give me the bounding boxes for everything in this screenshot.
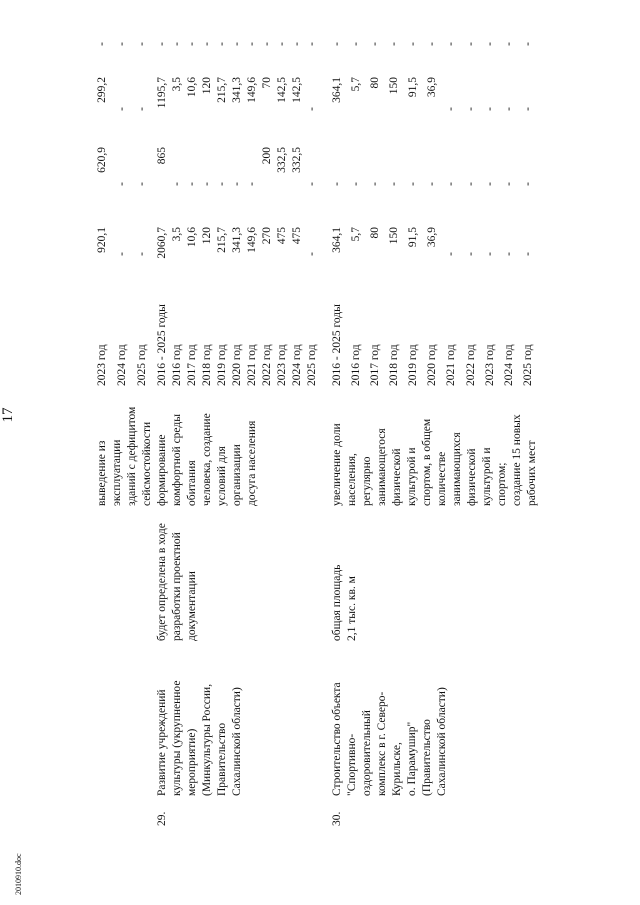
entry-year: 2016 - 2025 годы — [156, 304, 168, 386]
cont-other: - — [136, 42, 148, 46]
entry-name-line: Развитие учреждений — [156, 689, 168, 796]
entry-other: - — [231, 42, 243, 46]
entry-regional: 215,7 — [216, 77, 228, 103]
entry-year: 2025 год — [306, 344, 318, 386]
entry-result-line: культурой и — [406, 447, 418, 506]
cont-regional: - — [136, 107, 148, 111]
entry-result-line: формирование — [156, 434, 168, 506]
entry-total: 80 — [369, 227, 382, 239]
entry-federal: - — [231, 182, 243, 186]
cont-federal: - — [136, 182, 148, 186]
entry-other: - — [426, 42, 439, 46]
entry-year: 2024 год — [502, 344, 515, 386]
entry-federal: - — [407, 182, 420, 186]
entry-total: 149,6 — [246, 227, 258, 253]
entry-other: - — [445, 42, 458, 46]
entry-capacity-line: будет определена в ходе — [156, 523, 168, 641]
entry-other: - — [369, 42, 382, 46]
entry-total: 475 — [291, 227, 303, 245]
entry-total: - — [445, 252, 458, 256]
entry-total: 270 — [261, 227, 273, 245]
entry-other: - — [276, 42, 288, 46]
entry-federal: - — [445, 182, 458, 186]
entry-federal: 865 — [156, 147, 168, 165]
entry-total: - — [483, 252, 496, 256]
entry-result-line: создание 15 новых — [511, 414, 523, 506]
entry-number: 29. — [156, 811, 168, 826]
entry-other: - — [171, 42, 183, 46]
entry-other: - — [388, 42, 401, 46]
footer-filename: 2010910.doc — [14, 853, 23, 895]
entry-regional: - — [445, 107, 458, 111]
entry-result-line: рабочих мест — [526, 440, 538, 506]
entry-other: - — [291, 42, 303, 46]
entry-result-line: количестве — [436, 451, 448, 506]
entry-result-line: занимающихся — [451, 432, 463, 506]
entry-other: - — [156, 42, 168, 46]
entry-federal: 332,5 — [276, 147, 288, 173]
entry-regional: 10,6 — [186, 77, 198, 98]
spacer-cell — [320, 15, 330, 830]
entry-federal: - — [246, 182, 258, 186]
entry-federal: - — [464, 182, 477, 186]
entry-year: 2021 год — [246, 344, 258, 386]
cont-num — [95, 800, 155, 830]
entry-regional: 36,9 — [426, 77, 439, 98]
entry-total: 2060,7 — [156, 227, 168, 259]
entry-year: 2023 год — [483, 344, 496, 386]
cont-result — [95, 390, 155, 510]
cont-year: 2023 год — [96, 344, 108, 386]
entry-regional: 1195,7 — [156, 77, 168, 109]
entry-regional: 80 — [369, 77, 382, 89]
cont-year: 2024 год — [116, 344, 128, 386]
entry-federal: 332,5 — [291, 147, 303, 173]
entry-year: 2025 год — [521, 344, 534, 386]
table-row — [330, 15, 349, 830]
entry-other: - — [483, 42, 496, 46]
entry-capacity-line: документации — [186, 571, 198, 641]
entry-federal: - — [331, 182, 343, 186]
entry-result-line: досуга населения — [246, 420, 258, 506]
entry-total: 215,7 — [216, 227, 228, 253]
spacer-cell — [540, 15, 550, 830]
entry-other: - — [464, 42, 477, 46]
entry-name-line: (Минкультуры России, — [201, 683, 213, 796]
entry-regional: 149,6 — [246, 77, 258, 103]
entry-regional: 70 — [261, 77, 273, 89]
entry-result — [330, 390, 540, 510]
entry-year: 2023 год — [276, 344, 288, 386]
entry-year: 2016 год — [350, 344, 363, 386]
entry-result-line: регулярно — [361, 456, 373, 506]
cont-total: - — [116, 252, 128, 256]
entry-result-line: физической — [466, 448, 478, 506]
entry-spacer — [320, 15, 330, 830]
entry-federal: - — [350, 182, 363, 186]
entry-total: 120 — [201, 227, 213, 245]
entry-regional: 150 — [388, 77, 401, 95]
entry-total: - — [306, 252, 318, 256]
landscape-table-layer — [95, 15, 625, 830]
entry-year: 2020 год — [426, 344, 439, 386]
entry-regional: 5,7 — [350, 77, 363, 92]
entry-year: 2022 год — [464, 344, 477, 386]
entry-total: 150 — [388, 227, 401, 245]
cont-result-line: зданий с дефицитом — [126, 406, 138, 506]
entry-year: 2016 год — [171, 344, 183, 386]
entry-federal: - — [483, 182, 496, 186]
entry-capacity — [330, 510, 540, 645]
cont-name — [95, 645, 155, 800]
entry-regional: - — [502, 107, 515, 111]
entry-federal: - — [502, 182, 515, 186]
entry-capacity-line: общая площадь — [331, 564, 343, 641]
entry-result-line: комфортной среды — [171, 414, 183, 506]
entry-other: - — [246, 42, 258, 46]
entry-name-line: Сахалинской области) — [436, 687, 448, 796]
cont-federal: - — [116, 182, 128, 186]
investment-table — [95, 15, 550, 830]
entry-result-line: человека, создание — [201, 413, 213, 506]
entry-result-line: условий для — [216, 446, 228, 506]
entry-result-line: спортом; — [496, 462, 508, 506]
table-row — [155, 15, 170, 830]
entry-regional: 142,5 — [276, 77, 288, 103]
entry-name-line: комплекс в г. Северо- — [376, 691, 388, 796]
entry-name-line: Правительство — [216, 722, 228, 796]
entry-name-line: Курильске, — [391, 742, 403, 796]
cont-result-line: эксплуатации — [111, 439, 123, 506]
entry-federal: - — [426, 182, 439, 186]
entry-name — [330, 645, 540, 800]
entry-total: 36,9 — [426, 227, 439, 248]
entry-year: 2017 год — [369, 344, 382, 386]
entry-total: - — [502, 252, 515, 256]
entry-name-line: Сахалинской области) — [231, 687, 243, 796]
entry-federal: - — [369, 182, 382, 186]
entry-total: 91,5 — [407, 227, 420, 248]
cont-total: - — [136, 252, 148, 256]
entry-total: 5,7 — [350, 227, 363, 242]
entry-year: 2021 год — [445, 344, 458, 386]
cont-result-line: выведение из — [96, 440, 108, 506]
entry-year: 2017 год — [186, 344, 198, 386]
entry-name — [155, 645, 320, 800]
entry-other: - — [407, 42, 420, 46]
entry-result-line: спортом, в общем — [421, 418, 433, 506]
entry-result-line: занимающегося — [376, 428, 388, 506]
entry-other: - — [261, 42, 273, 46]
entry-name-line: (Правительство — [421, 719, 433, 796]
entry-name-line: оздоровительный — [361, 710, 373, 796]
entry-regional: 142,5 — [291, 77, 303, 103]
table-row — [95, 15, 115, 830]
entry-result-line: обитания — [186, 460, 198, 506]
cont-result-line: сейсмостойкости — [141, 421, 153, 506]
entry-other: - — [502, 42, 515, 46]
entry-capacity-line: разработки проектной — [171, 532, 183, 641]
entry-year: 2024 год — [291, 344, 303, 386]
entry-regional: 364,1 — [331, 77, 343, 103]
entry-name-line: Строительство объекта — [331, 682, 343, 796]
cont-capacity — [95, 510, 155, 645]
entry-capacity-line: 2,1 тыс. кв. м — [346, 576, 358, 641]
entry-name-line: мероприятие) — [186, 728, 198, 796]
entry-other: - — [186, 42, 198, 46]
entry-total: 3,5 — [171, 227, 183, 242]
entry-federal: - — [171, 182, 183, 186]
cont-other: - — [116, 42, 128, 46]
entry-other: - — [350, 42, 363, 46]
entry-regional: - — [306, 107, 318, 111]
entry-year: 2018 год — [201, 344, 213, 386]
entry-total: - — [521, 252, 534, 256]
entry-regional: 3,5 — [171, 77, 183, 92]
entry-regional: - — [464, 107, 477, 111]
cont-other: - — [96, 42, 108, 46]
table-body — [95, 15, 550, 830]
entry-result-line: населения, — [346, 453, 358, 506]
entry-spacer — [540, 15, 550, 830]
entry-name-line: "Спортивно- — [346, 733, 358, 796]
entry-total: - — [464, 252, 477, 256]
entry-year: 2019 год — [407, 344, 420, 386]
entry-other: - — [306, 42, 318, 46]
entry-capacity — [155, 510, 320, 645]
entry-regional: 120 — [201, 77, 213, 95]
entry-other: - — [201, 42, 213, 46]
entry-federal: - — [388, 182, 401, 186]
entry-year: 2019 год — [216, 344, 228, 386]
cont-regional: - — [116, 107, 128, 111]
entry-name-line: о. Парамушир" — [406, 721, 418, 796]
entry-regional: 341,3 — [231, 77, 243, 103]
entry-result-line: увеличение доли — [331, 423, 343, 506]
cont-year: 2025 год — [136, 344, 148, 386]
cont-total: 920,1 — [96, 227, 108, 253]
entry-federal: - — [186, 182, 198, 186]
entry-other: - — [521, 42, 534, 46]
entry-total: 10,6 — [186, 227, 198, 248]
entry-federal: - — [306, 182, 318, 186]
entry-regional: - — [521, 107, 534, 111]
entry-federal: - — [216, 182, 228, 186]
entry-regional: - — [483, 107, 496, 111]
entry-regional: 91,5 — [407, 77, 420, 98]
entry-federal: 200 — [261, 147, 273, 165]
entry-other: - — [331, 42, 343, 46]
entry-year: 2018 год — [388, 344, 401, 386]
entry-result-line: организации — [231, 444, 243, 506]
entry-total: 475 — [276, 227, 288, 245]
cont-regional: 299,2 — [96, 77, 108, 103]
entry-result-line: физической — [391, 448, 403, 506]
entry-year: 2022 год — [261, 344, 273, 386]
entry-name-line: культуры (укрупненное — [171, 680, 183, 796]
entry-year: 2020 год — [231, 344, 243, 386]
entry-year: 2016 - 2025 годы — [331, 304, 343, 386]
page-number: 17 — [0, 407, 16, 423]
entry-federal: - — [201, 182, 213, 186]
entry-result — [155, 390, 320, 510]
entry-total: 341,3 — [231, 227, 243, 253]
entry-result-line: культурой и — [481, 447, 493, 506]
cont-federal: 620,9 — [96, 147, 108, 173]
entry-number: 30. — [331, 811, 343, 826]
entry-total: 364,1 — [331, 227, 343, 253]
entry-other: - — [216, 42, 228, 46]
entry-federal: - — [521, 182, 534, 186]
